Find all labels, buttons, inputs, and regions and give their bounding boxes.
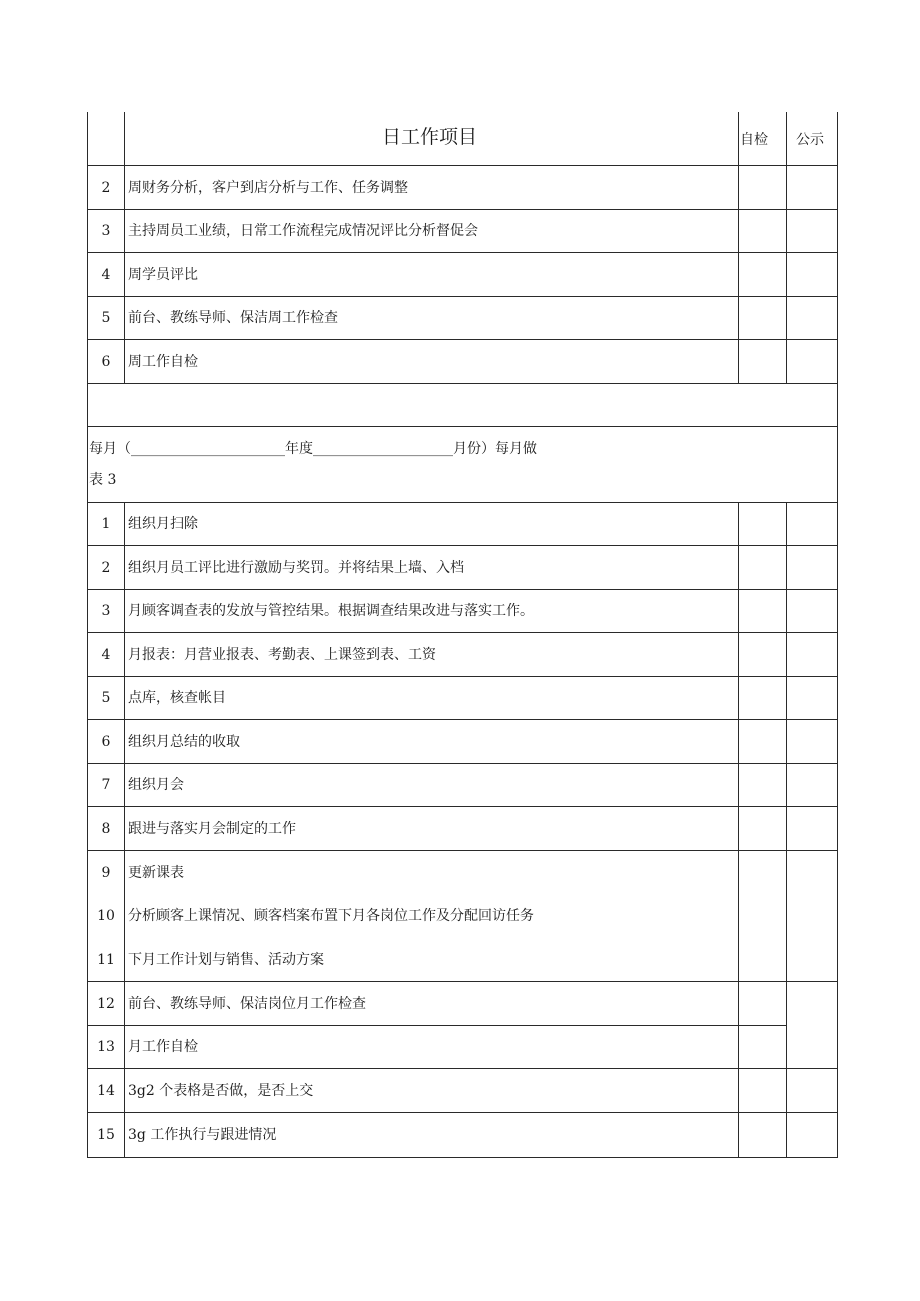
row-number: 7 [101,777,111,793]
row-number: 1 [101,516,111,532]
task-item: 组织月员工评比进行激励与奖罚。并将结果上墙、入档 [128,560,464,576]
task-item: 下月工作计划与销售、活动方案 [128,952,324,968]
row-number: 3 [101,223,111,239]
task-item: 周学员评比 [128,267,198,283]
task-item: 组织月扫除 [128,516,198,532]
row-divider [87,589,838,590]
column-divider-self-check [738,112,739,384]
row-number: 12 [97,996,115,1012]
column-divider-number [124,112,125,384]
row-divider [87,296,838,297]
row-divider [87,1025,787,1026]
task-item: 点库，核查帐目 [128,690,226,706]
row-number: 6 [101,734,111,750]
row-divider [87,1112,838,1113]
task-item: 周工作自检 [128,354,198,370]
page-title: 日工作项目 [382,126,478,148]
row-number: 2 [101,180,111,196]
row-number: 3 [101,603,111,619]
row-number: 2 [101,560,111,576]
row-divider [87,545,838,546]
row-number: 8 [101,821,111,837]
table-bottom-border [87,1157,838,1158]
row-divider [87,763,838,764]
row-divider [87,1068,838,1069]
self-check-column-header: 自检 [740,132,768,148]
row-divider [87,502,838,503]
task-item: 跟进与落实月会制定的工作 [128,821,296,837]
row-number: 10 [97,908,115,924]
task-item: 组织月总结的收取 [128,734,240,750]
task-item: 更新课表 [128,865,184,881]
column-divider-publish [786,112,787,384]
row-number: 4 [101,647,111,663]
row-divider [87,850,838,851]
row-divider [87,632,838,633]
row-number: 4 [101,267,111,283]
row-divider [87,676,838,677]
row-number: 11 [97,952,115,968]
row-divider [87,252,838,253]
row-number: 5 [101,310,111,326]
row-divider [87,719,838,720]
monthly-section-heading: 每月（______________________年度____________________月份）每月做 [89,441,537,457]
row-divider [87,426,838,427]
task-item: 月工作自检 [128,1039,198,1055]
row-number: 14 [97,1083,115,1099]
row-number: 6 [101,354,111,370]
row-number: 5 [101,690,111,706]
row-divider [87,981,838,982]
column-divider-self-check [738,502,739,1158]
task-item: 月顾客调查表的发放与管控结果。根据调查结果改进与落实工作。 [128,603,534,619]
row-divider [87,165,838,166]
task-item: 前台、教练导师、保洁周工作检查 [128,310,338,326]
task-item: 3g 工作执行与跟进情况 [128,1127,277,1143]
row-number: 9 [101,865,111,881]
row-divider [87,209,838,210]
task-item: 分析顾客上课情况、顾客档案布置下月各岗位工作及分配回访任务 [128,908,534,924]
task-item: 周财务分析，客户到店分析与工作、任务调整 [128,180,408,196]
task-item: 月报表：月营业报表、考勤表、上课签到表、工资 [128,647,436,663]
row-divider [87,806,838,807]
table-caption: 表 3 [89,472,117,488]
row-number: 13 [97,1039,115,1055]
column-divider-publish [786,502,787,1158]
row-number: 15 [97,1127,115,1143]
task-item: 前台、教练导师、保洁岗位月工作检查 [128,996,366,1012]
task-item: 3g2 个表格是否做，是否上交 [128,1083,314,1099]
task-item: 主持周员工业绩，日常工作流程完成情况评比分析督促会 [128,223,478,239]
table-right-border [837,112,838,1158]
row-divider [87,383,838,384]
publish-column-header: 公示 [796,132,824,148]
task-item: 组织月会 [128,777,184,793]
row-divider [87,339,838,340]
